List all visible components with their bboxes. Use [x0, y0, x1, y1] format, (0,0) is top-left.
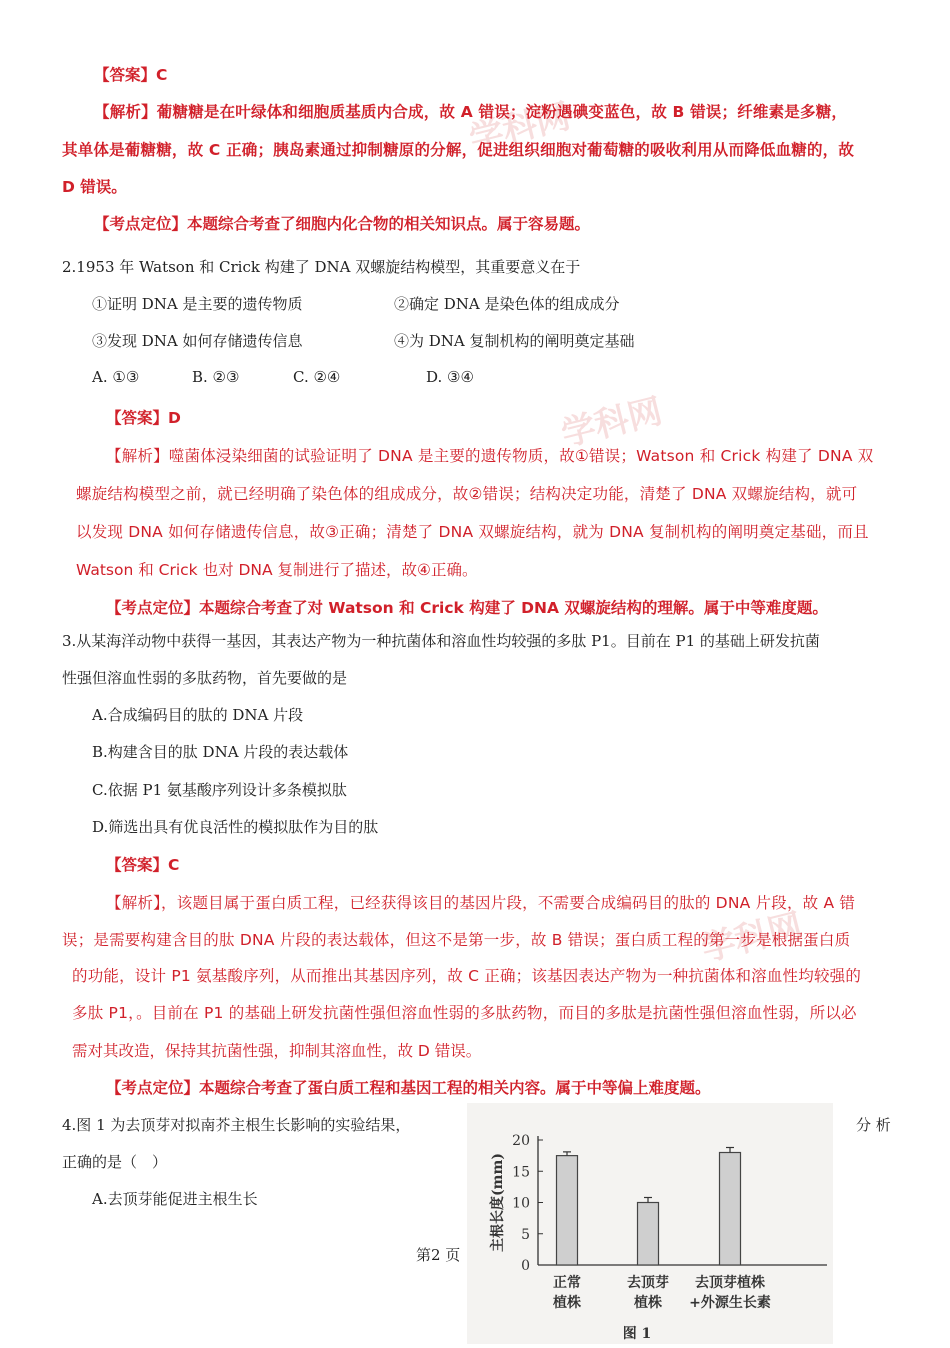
q1-analysis-line: D 错误。	[62, 178, 127, 196]
watermark-logo: 学科网	[697, 906, 807, 970]
q3-stem-line: 3.从某海洋动物中获得一基因，其表达产物为一种抗菌体和溶血性均较强的多肽 P1。目前在 P1 的基础上研发抗菌	[62, 632, 820, 650]
y-axis-label: 主根长度(mm)	[490, 1153, 506, 1252]
q3-analysis-line: 误；是需要构建含目的肽 DNA 片段的表达载体，但这不是第一步，故 B 错误；蛋白质工程的第一步是根据蛋白质	[62, 931, 851, 949]
chart-title: 图 1	[622, 1326, 652, 1342]
x-category-label: 去顶芽	[627, 1275, 669, 1291]
x-category-label: 植株	[634, 1295, 662, 1311]
x-category-label: 正常	[553, 1275, 581, 1291]
q1-analysis-line: 【解析】葡糖糖是在叶绿体和细胞质基质内合成，故 A 错误；淀粉遇碘变蓝色，故 B 错误；纤维素是多糖，	[94, 103, 848, 121]
q2-choice-d: D. ③④	[426, 368, 474, 386]
x-category-label: 去顶芽植株	[695, 1275, 765, 1291]
y-tick-label: 15	[512, 1164, 530, 1181]
y-tick-label: 10	[512, 1195, 530, 1212]
bar-chart	[467, 1103, 833, 1344]
q3-analysis-line: 多肽 P1，。目前在 P1 的基础上研发抗菌性强但溶血性弱的多肽药物，而目的多肽是抗菌性强但溶血性弱，所以必	[72, 1004, 857, 1022]
watermark-logo: 学科网	[557, 391, 667, 455]
watermark-logo: 学科网	[465, 96, 575, 160]
y-tick-label: 5	[521, 1226, 530, 1243]
q2-choice-c: C. ②④	[293, 368, 341, 386]
q3-stem-line: 性强但溶血性弱的多肽药物，首先要做的是	[62, 669, 348, 687]
q3-analysis-line: 【解析】，该题目属于蛋白质工程，已经获得该目的基因片段，不需要合成编码目的肽的 DNA 片段，故 A 错	[106, 894, 856, 912]
page-number: 第2 页	[416, 1246, 461, 1264]
q2-option: ①证明 DNA 是主要的遗传物质	[92, 295, 303, 313]
q2-point: 【考点定位】本题综合考查了对 Watson 和 Crick 构建了 DNA 双螺旋结构的理解。属于中等难度题。	[106, 599, 828, 617]
q4-stem-tail: 分 析	[856, 1116, 891, 1134]
q2-analysis-line: 【解析】噬菌体浸染细菌的试验证明了 DNA 是主要的遗传物质，故①错误；Watson 和 Crick 构建了 DNA 双	[106, 447, 874, 465]
q3-point: 【考点定位】本题综合考查了蛋白质工程和基因工程的相关内容。属于中等偏上难度题。	[106, 1079, 711, 1097]
q2-answer: 【答案】D	[106, 409, 181, 427]
q3-analysis-line: 需对其改造，保持其抗菌性强，抑制其溶血性，故 D 错误。	[72, 1042, 482, 1060]
q2-analysis-line: 以发现 DNA 如何存储遗传信息，故③正确；清楚了 DNA 双螺旋结构，就为 DNA 复制机构的阐明奠定基础，而且	[76, 523, 869, 541]
q2-choice-b: B. ②③	[192, 368, 240, 386]
q1-answer: 【答案】C	[94, 66, 168, 84]
bar	[720, 1153, 741, 1266]
q2-option: ③发现 DNA 如何存储遗传信息	[92, 332, 303, 350]
q1-analysis-line: 其单体是葡糖糖，故 C 正确；胰岛素通过抑制糖原的分解，促进组织细胞对葡萄糖的吸收利用从而降低血糖的，故	[62, 141, 855, 159]
q4-choice-a: A.去顶芽能促进主根生长	[92, 1190, 258, 1208]
bar	[638, 1203, 659, 1266]
q3-choice-d: D.筛选出具有优良活性的模拟肽作为目的肽	[92, 818, 379, 836]
q1-point: 【考点定位】本题综合考查了细胞内化合物的相关知识点。属于容易题。	[94, 215, 591, 233]
q2-choice-a: A. ①③	[92, 368, 140, 386]
q2-option: ②确定 DNA 是染色体的组成成分	[394, 295, 620, 313]
q2-option: ④为 DNA 复制机构的阐明奠定基础	[394, 332, 635, 350]
q3-analysis-line: 的功能，设计 P1 氨基酸序列，从而推出其基因序列，故 C 正确；该基因表达产物为一种抗菌体和溶血性均较强的	[72, 967, 862, 985]
y-tick-label: 20	[512, 1133, 530, 1149]
q4-stem: 4.图 1 为去顶芽对拟南芥主根生长影响的实验结果，	[62, 1116, 411, 1134]
q4-stem-line2: 正确的是（ ）	[62, 1153, 168, 1171]
y-tick-label: 0	[521, 1258, 530, 1274]
q2-stem: 2.1953 年 Watson 和 Crick 构建了 DNA 双螺旋结构模型，其重要意义在于	[62, 258, 581, 276]
q3-choice-a: A.合成编码目的肽的 DNA 片段	[92, 706, 304, 724]
q3-choice-b: B.构建含目的肽 DNA 片段的表达载体	[92, 743, 349, 761]
q3-answer: 【答案】C	[106, 856, 180, 874]
bar	[557, 1156, 578, 1265]
x-category-label: 植株	[553, 1295, 581, 1311]
q2-analysis-line: 螺旋结构模型之前，就已经明确了染色体的组成成分，故②错误；结构决定功能，清楚了 DNA 双螺旋结构，就可	[76, 485, 858, 503]
x-category-label: +外源生长素	[689, 1295, 771, 1311]
q2-analysis-line: Watson 和 Crick 也对 DNA 复制进行了描述，故④正确。	[76, 561, 478, 579]
figure-1-chart	[467, 1103, 833, 1344]
q3-choice-c: C.依据 P1 氨基酸序列设计多条模拟肽	[92, 781, 347, 799]
